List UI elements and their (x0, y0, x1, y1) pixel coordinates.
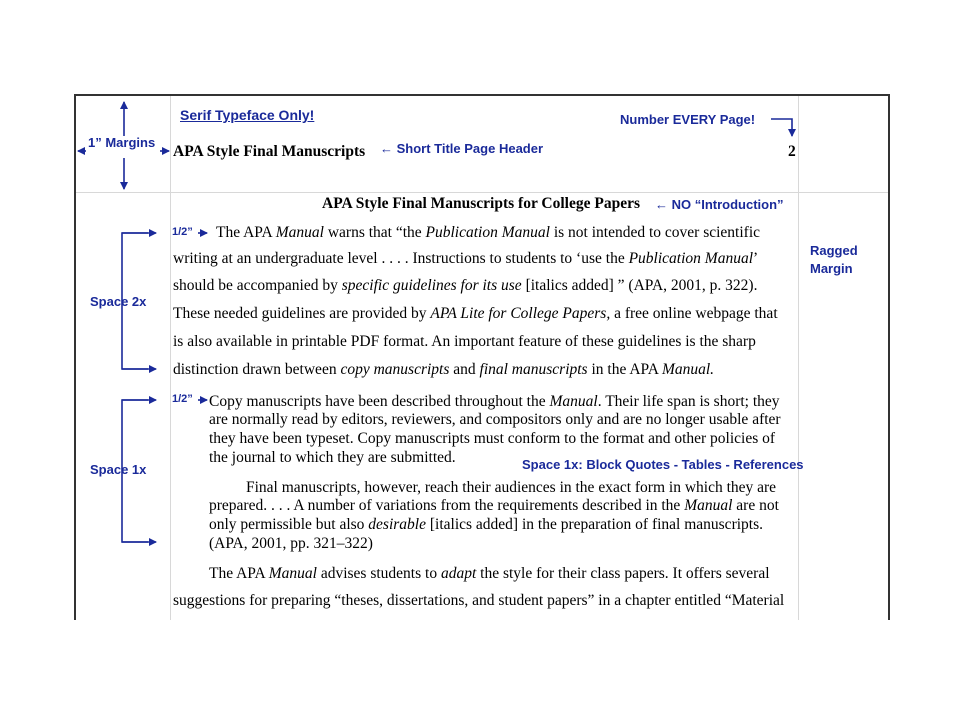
annotation-arrows (76, 96, 890, 620)
quote-line-8: (APA, 2001, pp. 321–322) (209, 535, 373, 552)
ragged-margin-note-line2: Margin (810, 261, 853, 276)
p1-line-2: writing at an undergraduate level . . . . Instructions to students to ‘use the Publication Manual’ (173, 250, 759, 267)
page-number: 2 (788, 143, 796, 160)
short-title-note: ← Short Title Page Header (380, 141, 544, 156)
document-title: APA Style Final Manuscripts for College Papers (322, 195, 641, 212)
serif-only-note: Serif Typeface Only! (180, 107, 315, 123)
quote-line-3: they have been typeset. Copy manuscripts must conform to the format and other policies of (209, 430, 776, 447)
manuscript-page (74, 94, 890, 620)
p1-line-1: The APA Manual warns that “the Publication Manual is not intended to cover scientific (216, 224, 761, 241)
quote-line-7: only permissible but also desirable [italics added] in the preparation of final manuscripts. (209, 516, 763, 533)
p1-line-6: distinction drawn between copy manuscripts and final manuscripts in the APA Manual. (173, 361, 715, 378)
space-2x-note: Space 2x (90, 294, 147, 309)
p1-line-5: is also available in printable PDF format. An important feature of these guidelines is the sharp (173, 333, 756, 350)
quote-line-6: prepared. . . . A number of variations from the requirements described in the Manual are not (209, 497, 779, 514)
quote-line-5: Final manuscripts, however, reach their audiences in the exact form in which they are (246, 479, 777, 496)
ragged-margin-note-line1: Ragged (810, 243, 858, 258)
p1-line-4: These needed guidelines are provided by APA Lite for College Papers, a free online webpage that (173, 305, 778, 322)
space-1x-block-note: Space 1x: Block Quotes - Tables - References (522, 457, 804, 472)
number-every-page-note: Number EVERY Page! (620, 112, 756, 127)
space-1x-note: Space 1x (90, 462, 147, 477)
p2-line-2: suggestions for preparing “theses, dissertations, and student papers” in a chapter entitled “Material (173, 592, 785, 609)
margins-note: 1” Margins (88, 135, 156, 150)
quote-line-4: the journal to which they are submitted. (209, 449, 456, 466)
half-inch-indent-note-1: 1/2” (172, 226, 193, 238)
p1-line-3: should be accompanied by specific guidelines for its use [italics added] ” (APA, 2001, p. 322). (173, 277, 758, 294)
no-introduction-note: ← NO “Introduction” (655, 197, 784, 212)
half-inch-indent-note-2: 1/2” (172, 393, 193, 405)
p2-line-1: The APA Manual advises students to adapt the style for their class papers. It offers several (209, 565, 770, 582)
quote-line-1: Copy manuscripts have been described throughout the Manual. Their life span is short; they (209, 393, 780, 410)
quote-line-2: are normally read by editors, reviewers, and compositors only and are no longer usable after (209, 411, 781, 428)
running-head: APA Style Final Manuscripts (173, 143, 366, 160)
